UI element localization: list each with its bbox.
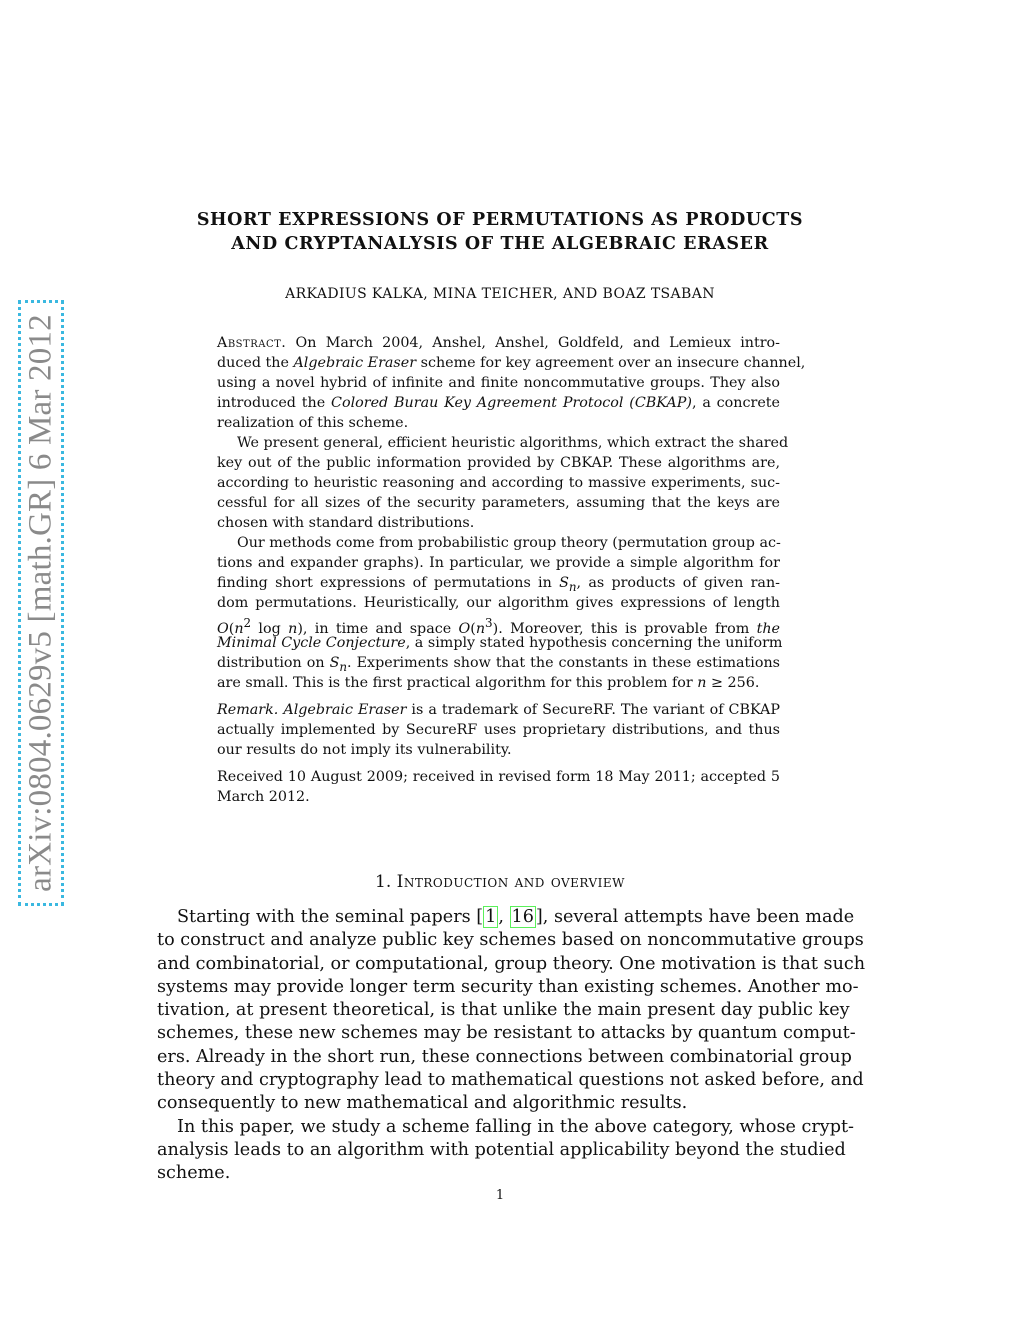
body-line: schemes, these new schemes may be resistant to attacks by quantum comput-	[157, 1023, 856, 1044]
remark	[217, 700, 780, 760]
body-line: theory and cryptography lead to mathematical questions not asked before, and	[157, 1070, 864, 1091]
abstract	[217, 333, 806, 693]
abstract-line: distribution on $S_n$. Experiments show that the constants in these estimations	[217, 655, 780, 674]
arxiv-stamp	[18, 300, 64, 906]
abstract-line: finding short expressions of permutations in $S_n$, as products of given ran-	[217, 575, 780, 594]
arxiv-identifier: arXiv:0804.0629v5 [math.GR] 6 Mar 2012	[22, 314, 59, 892]
abstract-line: using a novel hybrid of infinite and finite noncommutative groups. They also	[217, 375, 780, 391]
term-algebraic-eraser: Algebraic Eraser	[293, 355, 417, 371]
authors: ARKADIUS KALKA, MINA TEICHER, AND BOAZ TSABAN	[285, 286, 715, 302]
section-title: Introduction and overview	[396, 872, 625, 892]
remark-label: Remark.	[217, 702, 279, 718]
section-heading	[150, 872, 850, 892]
body-line: scheme.	[157, 1163, 231, 1184]
body-line: In this paper, we study a scheme falling in the above category, whose crypt-	[177, 1116, 854, 1137]
abstract-line: chosen with standard distributions.	[217, 515, 475, 531]
body-line: analysis leads to an algorithm with potential applicability beyond the studied	[157, 1139, 846, 1160]
remark-line: actually implemented by SecureRF uses proprietary distributions, and thus	[217, 722, 780, 738]
received-line: March 2012.	[217, 789, 310, 805]
citation-link[interactable]: 16	[511, 907, 534, 927]
body-line: tivation, at present theoretical, is that unlike the main present day public key	[157, 1000, 850, 1021]
abstract-line: We present general, efficient heuristic algorithms, which extract the shared	[237, 435, 789, 451]
paper-title	[150, 208, 850, 256]
abstract-line: key out of the public information provided by CBKAP. These algorithms are,	[217, 455, 780, 471]
body-line: to construct and analyze public key schemes based on noncommutative groups	[157, 930, 864, 951]
abstract-line: Minimal Cycle Conjecture, a simply stated hypothesis concerning the uniform	[217, 635, 783, 651]
body-line: and combinatorial, or computational, group theory. One motivation is that such	[157, 953, 866, 974]
abstract-line: realization of this scheme.	[217, 415, 409, 431]
title-line: SHORT EXPRESSIONS OF PERMUTATIONS AS PRODUCTS	[196, 210, 804, 230]
abstract-line: duced the Algebraic Eraser scheme for key agreement over an insecure channel,	[217, 355, 806, 371]
body-line: ers. Already in the short run, these connections between combinatorial group	[157, 1046, 852, 1067]
section-number: 1.	[375, 872, 392, 892]
abstract-line: Our methods come from probabilistic group theory (permutation group ac-	[237, 535, 781, 551]
remark-line: our results do not imply its vulnerability.	[217, 742, 512, 758]
abstract-line: Abstract. On March 2004, Anshel, Anshel, Goldfeld, and Lemieux intro-	[217, 335, 780, 351]
remark-line: Remark. Algebraic Eraser is a trademark of SecureRF. The variant of CBKAP	[217, 702, 781, 718]
body-line: systems may provide longer term security than existing schemes. Another mo-	[157, 976, 859, 997]
term-minimal-cycle-conjecture: Minimal Cycle Conjecture	[217, 635, 406, 651]
page-number: 1	[495, 1188, 505, 1203]
abstract-line: dom permutations. Heuristically, our algorithm gives expressions of length	[217, 595, 780, 611]
intro-body	[157, 906, 866, 1186]
body-line: consequently to new mathematical and algorithmic results.	[157, 1093, 688, 1114]
body-line: Starting with the seminal papers [ 1 , 16 ], several attempts have been made	[177, 907, 855, 927]
citation-link[interactable]: 1	[485, 907, 497, 927]
abstract-label: Abstract.	[217, 335, 287, 351]
abstract-line: introduced the Colored Burau Key Agreement Protocol (CBKAP), a concrete	[217, 395, 780, 411]
abstract-line: according to heuristic reasoning and according to massive experiments, suc-	[217, 475, 780, 491]
title-line: AND CRYPTANALYSIS OF THE ALGEBRAIC ERASER	[231, 234, 769, 254]
term-cbkap: Colored Burau Key Agreement Protocol (CBKAP)	[331, 395, 692, 411]
received-line: Received 10 August 2009; received in revised form 18 May 2011; accepted 5	[217, 769, 780, 785]
received-dates	[217, 767, 780, 807]
abstract-line: cessful for all sizes of the security parameters, assuming that the keys are	[217, 495, 780, 511]
abstract-line: are small. This is the first practical algorithm for this problem for n ≥ 256.	[217, 675, 760, 691]
abstract-line: tions and expander graphs). In particular, we provide a simple algorithm for	[217, 555, 780, 571]
abstract-line: $O(n^2$ log n), in time and space $O(n^3)$. Moreover, this is provable from the	[217, 616, 781, 637]
